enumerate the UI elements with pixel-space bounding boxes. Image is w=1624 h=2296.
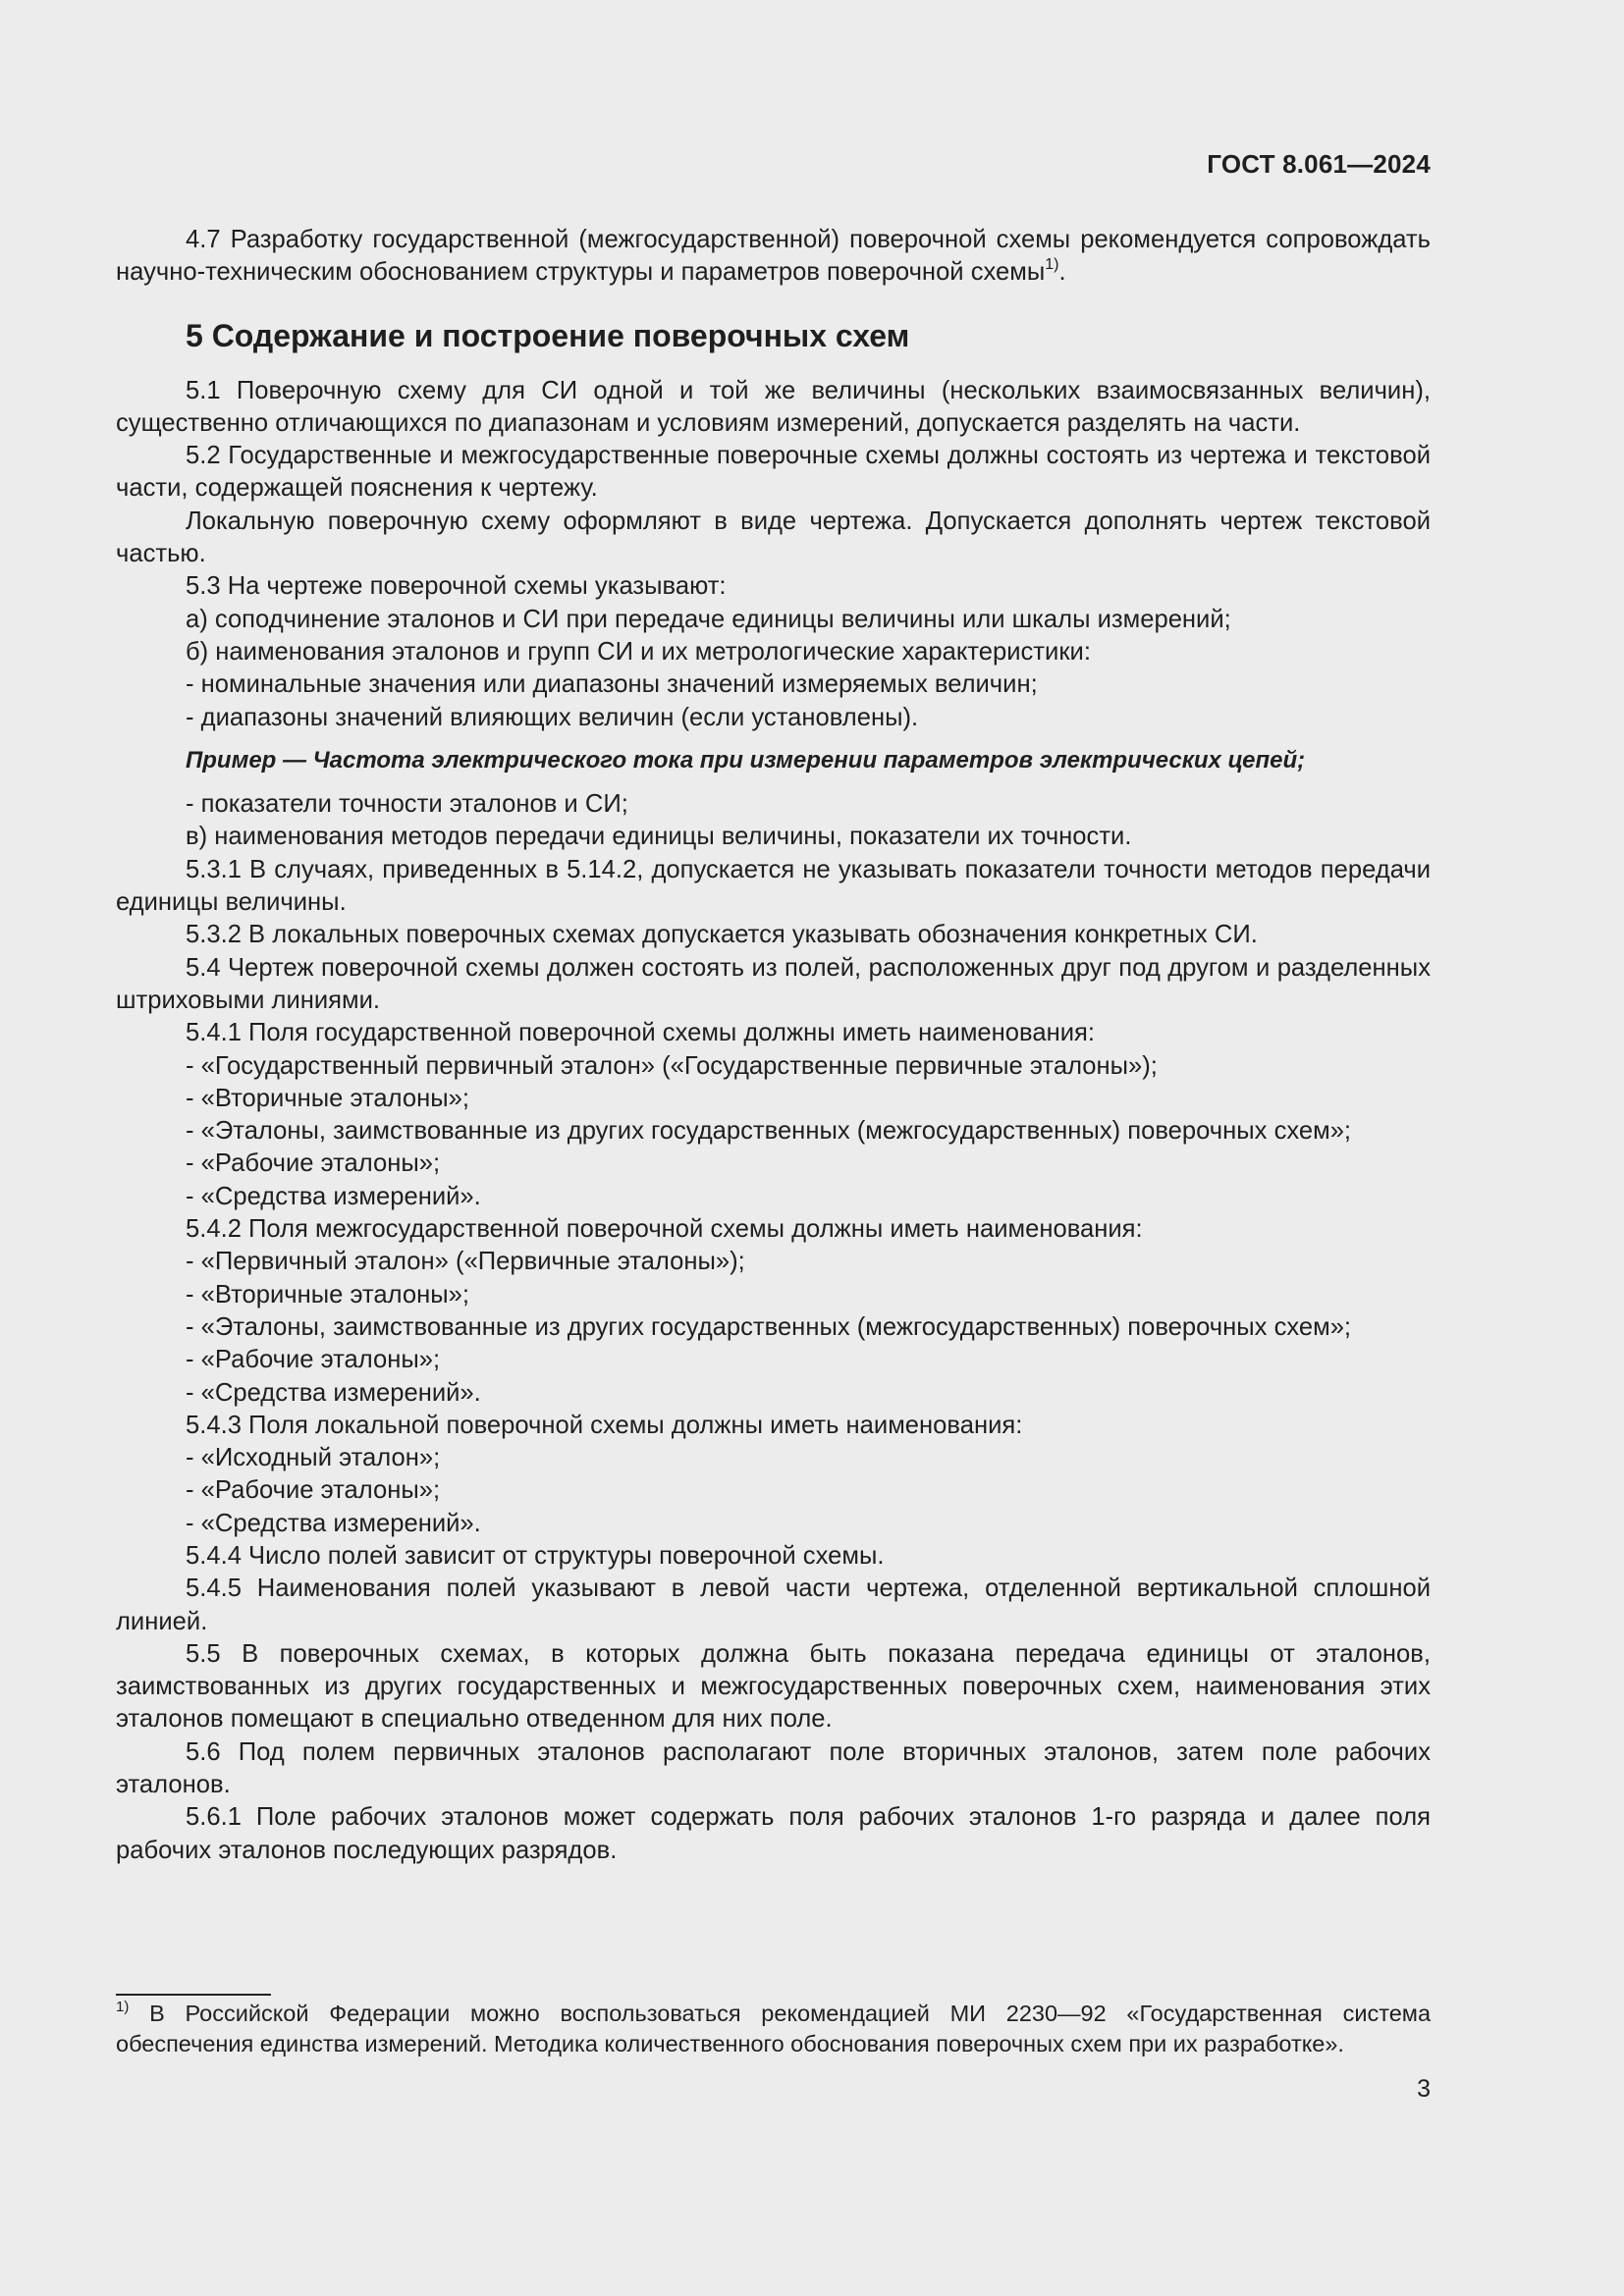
dash-item-borrowed: - «Эталоны, заимствованные из других государственных (межгосударственных) поверочных схем»; [186,1312,1352,1341]
paragraph-4-7 [116,224,1431,290]
dash-item-nominal-values: - номинальные значения или диапазоны значений измеряемых величин; [186,670,1038,699]
dash-item-state-primary: - «Государственный первичный эталон» («Государственные первичные эталоны»); [186,1051,1158,1080]
paragraph-5-3: 5.3 На чертеже поверочной схемы указывают: [186,572,727,601]
paragraph-5-4-3: 5.4.3 Поля локальной поверочной схемы должны иметь наименования: [186,1411,1023,1439]
dash-item-instruments: - «Средства измерений». [186,1378,481,1407]
paragraph-5-5: 5.5 В поверочных схемах, в которых должна быть показана передача единицы от эталонов, заимствованных из других государственных и межгосударственных поверочных схем, наименования этих эталонов помещают в специально отведенном для них поле. [116,1639,1431,1734]
dash-item-borrowed: - «Эталоны, заимствованные из других государственных (межгосударственных) поверочных схем»; [186,1117,1352,1146]
footnote-reference: 1) [1045,256,1059,274]
dash-item-working: - «Рабочие эталоны»; [186,1476,441,1505]
dash-item-influence-ranges: - диапазоны значений влияющих величин (если установлены). [186,703,919,731]
dash-item-working: - «Рабочие эталоны»; [186,1346,441,1374]
dash-item-instruments: - «Средства измерений». [186,1182,481,1210]
paragraph-5-4-5: 5.4.5 Наименования полей указывают в левой части чертежа, отделенной вертикальной сплошной линией. [116,1575,1431,1635]
list-item-5-3-b: б) наименования эталонов и групп СИ и их метрологические характеристики: [186,637,1091,666]
paragraph-5-4-1: 5.4.1 Поля государственной поверочной схемы должны иметь наименования: [186,1019,1095,1047]
dash-item-secondary: - «Вторичные эталоны»; [186,1280,469,1308]
paragraph-5-6-1: 5.6.1 Поле рабочих эталонов может содержать поля рабочих эталонов 1-го разряда и далее поля рабочих эталонов последующих разрядов. [116,1803,1431,1864]
paragraph-5-4-2: 5.4.2 Поля межгосударственной поверочной схемы должны иметь наименования: [186,1215,1143,1244]
dash-item-source: - «Исходный эталон»; [186,1444,441,1472]
list-item-5-3-v: в) наименования методов передачи единицы величины, показатели их точности. [186,823,1132,851]
body-text [116,224,1431,1867]
paragraph-5-2-local: Локальную поверочную схему оформляют в виде чертежа. Допускается дополнять чертеж текстовой частью. [116,507,1431,568]
paragraph-5-3-2: 5.3.2 В локальных поверочных схемах допускается указывать обозначения конкретных СИ. [186,921,1258,949]
paragraph-5-1: 5.1 Поверочную схему для СИ одной и той же величины (нескольких взаимосвязанных величин), существенно отличающихся по диапазонам и условиям измерений, допускается разделять на части. [116,376,1431,437]
paragraph-5-6: 5.6 Под полем первичных эталонов располагают поле вторичных эталонов, затем поле рабочих эталонов. [116,1737,1431,1799]
example-note: Пример — Частота электрического тока при измерении параметров электрических цепей; [186,746,1306,774]
paragraph-5-4: 5.4 Чертеж поверочной схемы должен состоять из полей, расположенных друг под другом и разделенных штриховыми линиями. [116,953,1431,1014]
paragraph-4-7-tail: . [1058,258,1066,287]
paragraph-5-4-4: 5.4.4 Число полей зависит от структуры поверочной схемы. [186,1541,885,1570]
dash-item-working: - «Рабочие эталоны»; [186,1149,441,1178]
standard-code: ГОСТ 8.061—2024 [1207,149,1431,179]
page-number: 3 [1417,2075,1431,2103]
section-5-heading: 5 Содержание и построение поверочных схем [186,317,910,353]
footnote [116,1999,1431,2059]
footnote-mark: 1) [116,1999,130,2015]
paragraph-5-2: 5.2 Государственные и межгосударственные поверочные схемы должны состоять из чертежа и текстовой части, содержащей пояснения к чертежу. [116,442,1431,503]
footnote-divider [116,1994,271,1996]
dash-item-instruments: - «Средства измерений». [186,1509,481,1537]
footnote-text: В Российской Федерации можно воспользоваться рекомендацией МИ 2230—92 «Государственная система обеспечения единства измерений. Методика количественного обоснования поверочных схем при их разработке». [116,2001,1432,2056]
paragraph-4-7-text: 4.7 Разработку государственной (межгосударственной) поверочной схемы рекомендуется сопровождать научно-техническим обоснованием структуры и параметров поверочной схемы [116,226,1431,287]
dash-item-secondary: - «Вторичные эталоны»; [186,1084,469,1112]
list-item-5-3-a: а) соподчинение эталонов и СИ при передаче единицы величины или шкалы измерений; [186,605,1231,633]
dash-item-accuracy: - показатели точности эталонов и СИ; [186,790,628,819]
paragraph-5-3-1: 5.3.1 В случаях, приведенных в 5.14.2, допускается не указывать показатели точности методов передачи единицы величины. [116,855,1431,917]
dash-item-primary: - «Первичный эталон» («Первичные эталоны»); [186,1248,745,1276]
